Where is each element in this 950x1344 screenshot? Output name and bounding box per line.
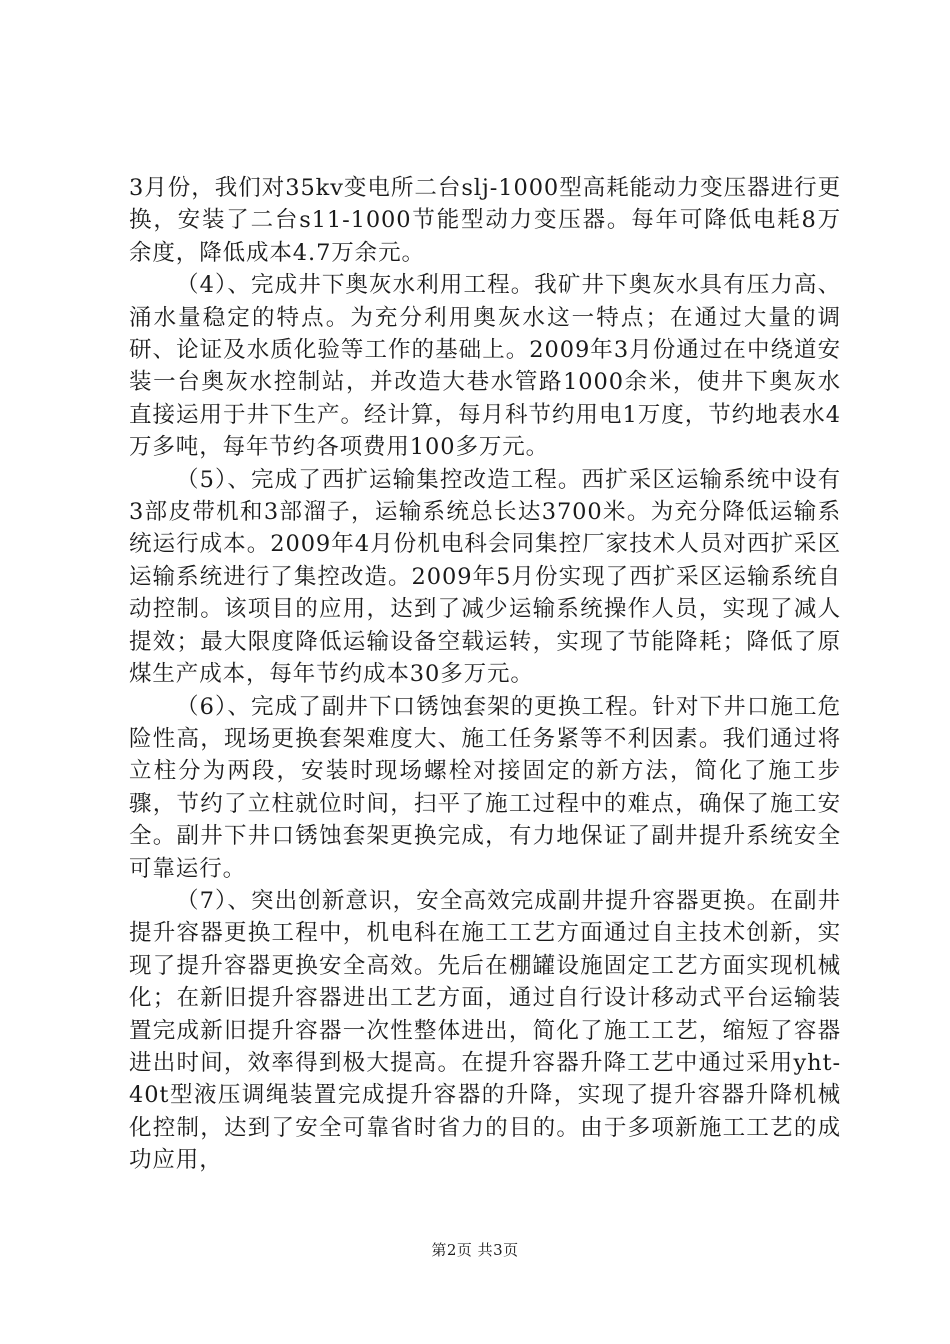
paragraph-item-6: （6）、完成了副井下口锈蚀套架的更换工程。针对下井口施工危险性高，现场更换套架难度大、施工任务紧等不利因素。我们通过将立柱分为两段，安装时现场螺栓对接固定的新方法，简化了施工步骤，节约了立柱就位时间，扫平了施工过程中的难点，确保了施工安全。副井下井口锈蚀套架更换完成，有力地保证了副井提升系统安全可靠运行。 [129, 693, 841, 882]
paragraph-item-7: （7）、突出创新意识，安全高效完成副井提升容器更换。在副井提升容器更换工程中，机电科在施工工艺方面通过自主技术创新，实现了提升容器更换安全高效。先后在棚罐设施固定工艺方面实现机械化；在新旧提升容器进出工艺方面，通过自行设计移动式平台运输装置完成新旧提升容器一次性整体进出，简化了施工工艺，缩短了容器进出时间，效率得到极大提高。在提升容器升降工艺中通过采用yht-40t型液压调绳装置完成提升容器的升降，实现了提升容器升降机械化控制，达到了安全可靠省时省力的目的。由于多项新施工工艺的成功应用， [129, 887, 841, 1174]
page-footer: 第2页 共3页 [431, 1241, 519, 1259]
paragraph-continuation: 3月份，我们对35kv变电所二台slj-1000型高耗能动力变压器进行更换，安装了二台s11-1000节能型动力变压器。每年可降低电耗8万余度，降低成本4.7万余元。 [129, 175, 841, 266]
paragraph-item-5: （5）、完成了西扩运输集控改造工程。西扩采区运输系统中设有3部皮带机和3部溜子，运输系统总长达3700米。为充分降低运输系统运行成本。2009年4月份机电科会同集控厂家技术人员对西扩采区运输系统进行了集控改造。2009年5月份实现了西扩采区运输系统自动控制。该项目的应用，达到了减少运输系统操作人员，实现了减人提效；最大限度降低运输设备空载运转，实现了节能降耗；降低了原煤生产成本，每年节约成本30多万元。 [129, 466, 841, 688]
paragraph-item-4: （4）、完成井下奥灰水利用工程。我矿井下奥灰水具有压力高、涌水量稳定的特点。为充分利用奥灰水这一特点；在通过大量的调研、论证及水质化验等工作的基础上。2009年3月份通过在中绕道安装一台奥灰水控制站，并改造大巷水管路1000余米，使井下奥灰水直接运用于井下生产。经计算，每月科节约用电1万度，节约地表水4万多吨，每年节约各项费用100多万元。 [129, 272, 841, 461]
document-body [129, 172, 841, 1177]
